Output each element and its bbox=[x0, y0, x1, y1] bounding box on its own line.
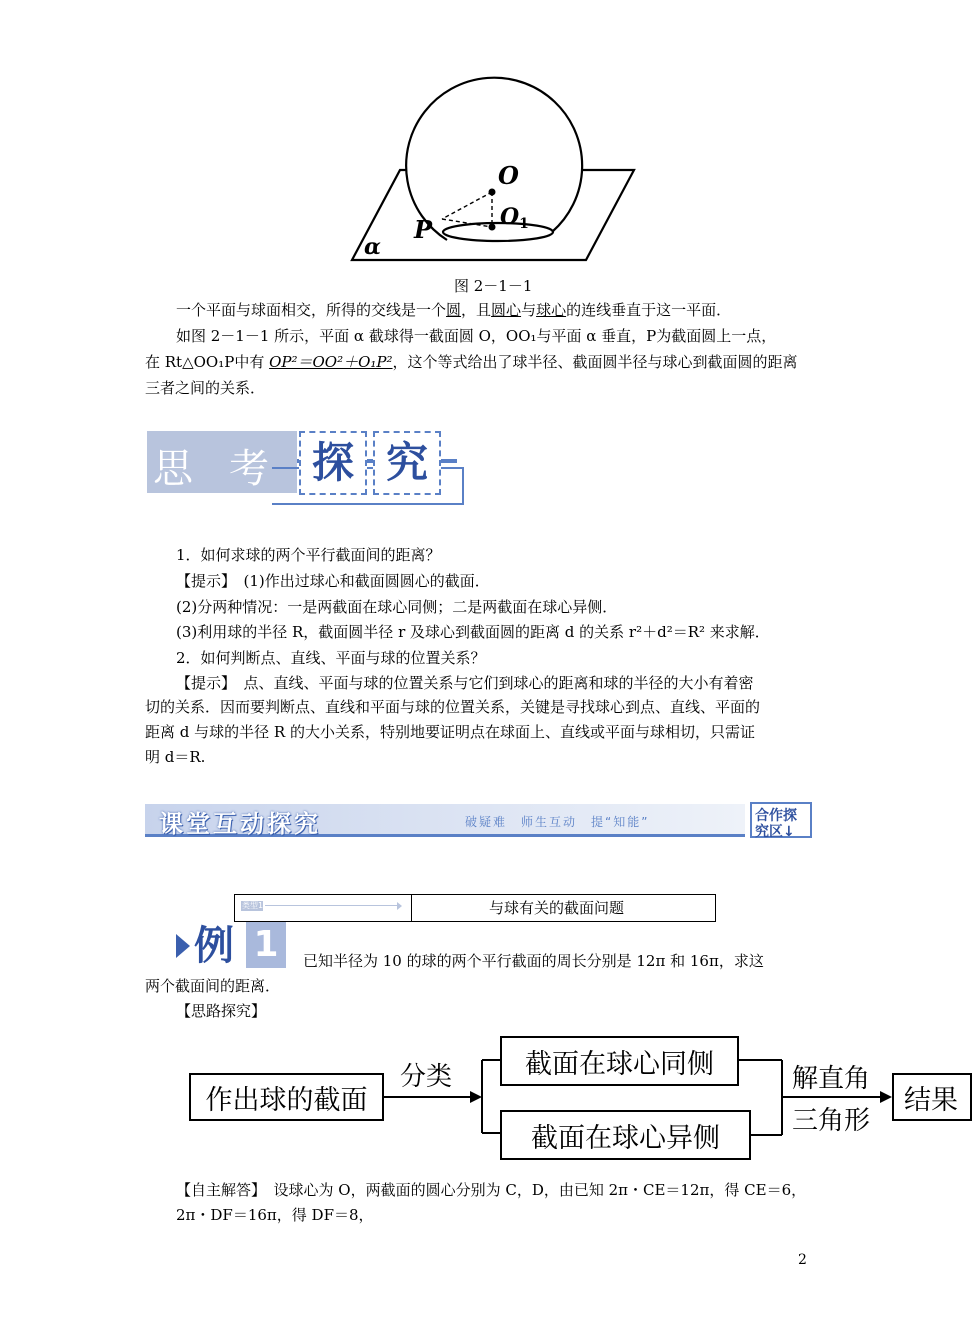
example-line-2: 两个截面间的距离． bbox=[145, 977, 281, 995]
solution-path-label: 【思路探究】 bbox=[176, 1002, 267, 1020]
think-hint-3: (3)利用球的半径 R，截面圆半径 r 及球心到截面圆的距离 d 的关系 r²＋d²＝R² 来求解． bbox=[176, 623, 770, 641]
flow-case-opposite-side: 截面在球心异侧 bbox=[500, 1110, 751, 1160]
think-hint-6: 距离 d 与球的半径 R 的大小关系，特别地要证明点在球面上、直线或平面与球相切，只需证 bbox=[145, 723, 755, 741]
solution-line-2: 2π・DF＝16π，得 DF＝8， bbox=[176, 1206, 374, 1224]
flow-label-classify: 分类 bbox=[400, 1062, 453, 1092]
banner-char-kao: 考 bbox=[229, 446, 269, 492]
example-badge-char: 例 bbox=[194, 923, 234, 969]
think-hint-1: 【提示】 (1)作出过球心和截面圆圆心的截面． bbox=[176, 572, 490, 590]
topic-title: 与球有关的截面问题 bbox=[489, 899, 625, 917]
intro-line-3: 在 Rt△OO₁P中有 OP²＝OO²＋O₁P²，这个等式给出了球半径、截面圆半径与球心到截面圆的距离 bbox=[145, 353, 798, 371]
classroom-banner-title: 课堂互动探究 bbox=[159, 810, 321, 838]
example-line-1: 已知半径为 10 的球的两个平行截面的周长分别是 12π 和 16π，求这 bbox=[303, 952, 764, 970]
intro-line-2: 如图 2－1－1 所示，平面 α 截球得一截面圆 O，OO₁与平面 α 垂直，P为截面圆上一点， bbox=[176, 327, 777, 345]
label-O: O bbox=[498, 161, 519, 190]
flow-step-make-section: 作出球的截面 bbox=[189, 1073, 384, 1121]
banner-char-jiu: 究 bbox=[373, 431, 441, 495]
collab-badge: 合作探 究区↓ bbox=[750, 802, 812, 838]
banner-char-tan: 探 bbox=[299, 431, 367, 495]
intro-line-4: 三者之间的关系． bbox=[145, 379, 266, 397]
topic-tag: 类型1 bbox=[241, 901, 403, 911]
think-q1: 1．如何求球的两个平行截面间的距离？ bbox=[176, 546, 441, 564]
flow-result: 结果 bbox=[892, 1073, 972, 1121]
banner-char-si: 思 bbox=[153, 446, 193, 492]
classroom-banner-slogan: 破疑难 师生互动 提“知能” bbox=[465, 815, 650, 829]
think-hint-5: 切的关系．因而要判断点、直线和平面与球的位置关系，关键是寻找球心到点、直线、平面的 bbox=[145, 698, 761, 716]
flow-label-method-2: 三角形 bbox=[792, 1106, 871, 1136]
label-alpha: α bbox=[364, 234, 381, 260]
think-q2: 2．如何判断点、直线、平面与球的位置关系？ bbox=[176, 649, 486, 667]
page-number: 2 bbox=[798, 1252, 807, 1268]
label-P: P bbox=[414, 215, 433, 244]
example-badge-num: 1 bbox=[246, 922, 286, 968]
intro-line-1: 一个平面与球面相交，所得的交线是一个圆，且圆心与球心的连线垂直于这一平面． bbox=[176, 301, 732, 319]
label-O1: O1 bbox=[500, 204, 529, 232]
flow-label-method-1: 解直角 bbox=[792, 1064, 871, 1094]
flow-case-same-side: 截面在球心同侧 bbox=[500, 1036, 739, 1086]
figure-caption: 图 2－1－1 bbox=[454, 277, 533, 295]
think-hint-4: 【提示】 点、直线、平面与球的位置关系与它们到球心的距离和球的半径的大小有着密 bbox=[176, 674, 754, 692]
think-hint-2: (2)分两种情况：一是两截面在球心同侧；二是两截面在球心异侧． bbox=[176, 598, 618, 616]
think-hint-7: 明 d＝R. bbox=[145, 748, 206, 766]
solution-line-1: 【自主解答】 设球心为 O，两截面的圆心分别为 C，D，由已知 2π・CE＝12π，得 CE＝6， bbox=[176, 1181, 807, 1199]
